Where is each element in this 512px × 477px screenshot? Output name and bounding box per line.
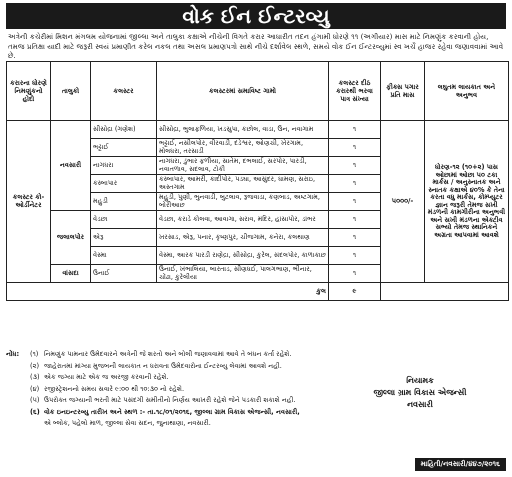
villages-cell: મહુડી, પુણી, ભુનવાડી, બુટલાવ, રૂજવાડા, કણબાડ, અષ્ટગામ, બોરીઆછ bbox=[157, 193, 329, 211]
count-cell: ૧ bbox=[329, 265, 381, 283]
vacancy-table bbox=[6, 61, 509, 301]
villages-cell: વેડછા, કરાડે કોલવા, આવાગા, સરાવ, મંદિર, હાંસાપોર, ડાંભર bbox=[157, 211, 329, 229]
total-label: કુલ bbox=[7, 283, 329, 301]
note-item: (૩) એક જગ્યા માટે એક જ અરજી કરવાની રહેશે. bbox=[30, 373, 169, 381]
villages-cell: ભટ્ટાઈ, નસીલપોર, વીરવાડી, દંડેશ્વર, ઓણચી, ખેરગામ, મોલધરા, તરસાડી bbox=[157, 139, 329, 157]
header-pay: ફીક્સ પગાર પ્રતિ માસ bbox=[381, 62, 425, 121]
note-item: નોંધ: (૧) નિમણુંક પામનાર ઉમેદવારને અત્રેની જે શરતો અને બોલી જણાવવામાં આવે તે બંધન કર્તા રહેશે. bbox=[6, 349, 336, 361]
cluster-cell: વેસ્મા bbox=[91, 247, 157, 265]
post-cell: કલસ્ટર કો-ઓર્ડીનેટર bbox=[7, 121, 51, 283]
cluster-cell: મહુડી bbox=[91, 193, 157, 211]
header-count: કલસ્ટર દીઠ કરારથી ભરવા પાત્ર સંખ્યા bbox=[329, 62, 381, 121]
intro-paragraph: અત્રેની કચેરીમાં મિશન મંગલમ યોજનામાં જીલ્લા અને તાલુકા કક્ષાએ નીચેની વિગતે કરાર આધારીત તદન હંગામી ધોરણે ૧૧ (અગીયાર) માસ માટે નિમણુંક કરવાની હોય, તમજ પ્રતિક્ષા યાદી માટે જરૂરી સ્વયં પ્રમાણીત કરેલ નકલ તથા અસલ પ્રમાણપત્રો સાથે નીચે દર્શાવેલ સ્થળે, સમયે વોક ઈન ઈન્ટરવ્યુમાં સ્વ ખર્ચે હાજર રહેવા જણાવવામાં આવે છે. bbox=[8, 32, 504, 60]
signatory-title: નિયામક bbox=[406, 376, 434, 385]
count-cell: ૧ bbox=[329, 247, 381, 265]
table-header-row bbox=[7, 62, 509, 121]
total-blank bbox=[381, 283, 509, 301]
count-cell: ૧ bbox=[329, 193, 381, 211]
villages-cell: ઉનાઈ, ખંભાલિયા, બારતાડ, સીણધઈ, પાલગભાણ, ભીનાર, ચોંઢા, કુરેલીયા bbox=[157, 265, 329, 283]
note-item: (૨) જાહેરાતમાં માંગ્યા મુજબની લાયકાત ન ધરાવતા ઉમેદવારોના ઈન્ટરવ્યુ લેવામાં આવશે નહી. bbox=[30, 361, 282, 370]
notes-label: નોંધ: bbox=[6, 350, 20, 358]
note-item: એ બ્લોક, પહેલો માળ, જીલ્લા સેવા સદન, જુનાથાણા, નવસારી. bbox=[44, 419, 211, 427]
pay-cell: ૫૦૦૦/- bbox=[381, 121, 425, 283]
cluster-cell: કસ્બાપાર bbox=[91, 175, 157, 193]
cluster-cell: ભટ્ટાઈ bbox=[91, 139, 157, 157]
qualification-cell: ધોરણ-૧૨ (૧૦+૨) પાસ ઓછામાં ઓછા ૫૦ ટકા માર્કસ / અનુસ્નાતક અને સ્નાતક કક્ષાએ ૪૦% કે તેના કરતા વધુ માર્કસ, કોમ્પ્યુટર જ્ઞાન જરૂરી તેમજ સખી મંડળની કામગીરીના અનુભવી અને સખી મંડળના એક્ટીવ સભ્યો તેમજ સ્થાનિકને અગ્રતા આપવામાં આવશે bbox=[425, 121, 509, 283]
count-cell: ૧ bbox=[329, 229, 381, 247]
banner-title: વોક ઈન ઈન્ટરવ્યુ bbox=[6, 3, 506, 29]
taluka-cell: વાંસદા bbox=[51, 265, 91, 283]
header-qualification: લઘુતમ લાયકાત અને અનુભવ bbox=[425, 62, 509, 121]
count-cell: ૧ bbox=[329, 175, 381, 193]
villages-cell: ખરસાડ, એરૂ, પનાર, કૃષ્ણપુર, ચીજગામ, કનેરા, કલથાણ bbox=[157, 229, 329, 247]
cluster-cell: સીસોદ્રા (ગણેશ) bbox=[91, 121, 157, 139]
cluster-cell: નાગધરા bbox=[91, 157, 157, 175]
cluster-cell: વેડછા bbox=[91, 211, 157, 229]
header-villages: કલસ્ટરમાં સમાવિષ્ટ ગામો bbox=[157, 62, 329, 121]
signatory-city: નવસારી bbox=[407, 400, 433, 409]
count-cell: ૧ bbox=[329, 121, 381, 139]
villages-cell: કસ્બાપાર, આમરી, કાદીપોર, પડઘા, આસુંદર, ધામણ, સરાઇ, અસ્તગામ bbox=[157, 175, 329, 193]
taluka-cell: નવસારી bbox=[51, 121, 91, 211]
cluster-cell: ઉનાઈ bbox=[91, 265, 157, 283]
count-cell: ૧ bbox=[329, 157, 381, 175]
signatory-block bbox=[340, 375, 500, 411]
total-row bbox=[7, 283, 509, 301]
villages-cell: વેસ્મા, આરક પારડી રાણેદ્રા, સીસોદ્રા, કુરેલ, સંદલપોર, કાળાકાછ bbox=[157, 247, 329, 265]
note-item: (૬) વોક ઇનઇન્ટરવ્યુ તારીખ અને સ્થળ :- તા.૧૮/૦૧/૨૦૧૬, જીલ્લા ગ્રામ વિકાસ એજન્સી, નવસારી, bbox=[30, 407, 300, 416]
taluka-cell: જલાલપોર bbox=[51, 211, 91, 265]
signatory-office: જીલ્લા ગ્રામ વિકાસ એજન્સી bbox=[373, 388, 467, 397]
count-cell: ૧ bbox=[329, 211, 381, 229]
villages-cell: સીસોદ્રા, ભુલાફળિયા, ખડસુપા, કછોલ, વાડા, ઉન, નવાગામ bbox=[157, 121, 329, 139]
notes-section bbox=[6, 349, 336, 430]
total-value: ૯ bbox=[329, 283, 381, 301]
note-item: (૫) ઉપરોક્ત જગ્યાની ભરતી માટે પસંદગી સમીતીનો નિર્ણય આખરી રહેશે જેને પડકારી શકાશે નહી. bbox=[30, 396, 296, 404]
header-cluster: કલસ્ટર bbox=[91, 62, 157, 121]
count-cell: ૧ bbox=[329, 139, 381, 157]
header-taluka: તાલુકો bbox=[51, 62, 91, 121]
reference-badge: માહિતી/નવસારી/૪૪૭/૨૦૧૬ bbox=[415, 458, 506, 471]
villages-cell: નાગધરા, ડુંભાર ફળીયા, સાતેમ, દભલાઈ, સરપોર, પારડી, નવાતળાવ, સદલાવ, ટોકી bbox=[157, 157, 329, 175]
table-row bbox=[7, 121, 509, 139]
header-post: કરારના ધોરણે નિમણુંકનો હોદો bbox=[7, 62, 51, 121]
cluster-cell: એરૂ bbox=[91, 229, 157, 247]
note-item: (૪) રજીસ્ટ્રેશનનો સમય સવારે ૯:૦૦ થી ૧૦:૩૦ નો રહેશે. bbox=[30, 384, 185, 393]
